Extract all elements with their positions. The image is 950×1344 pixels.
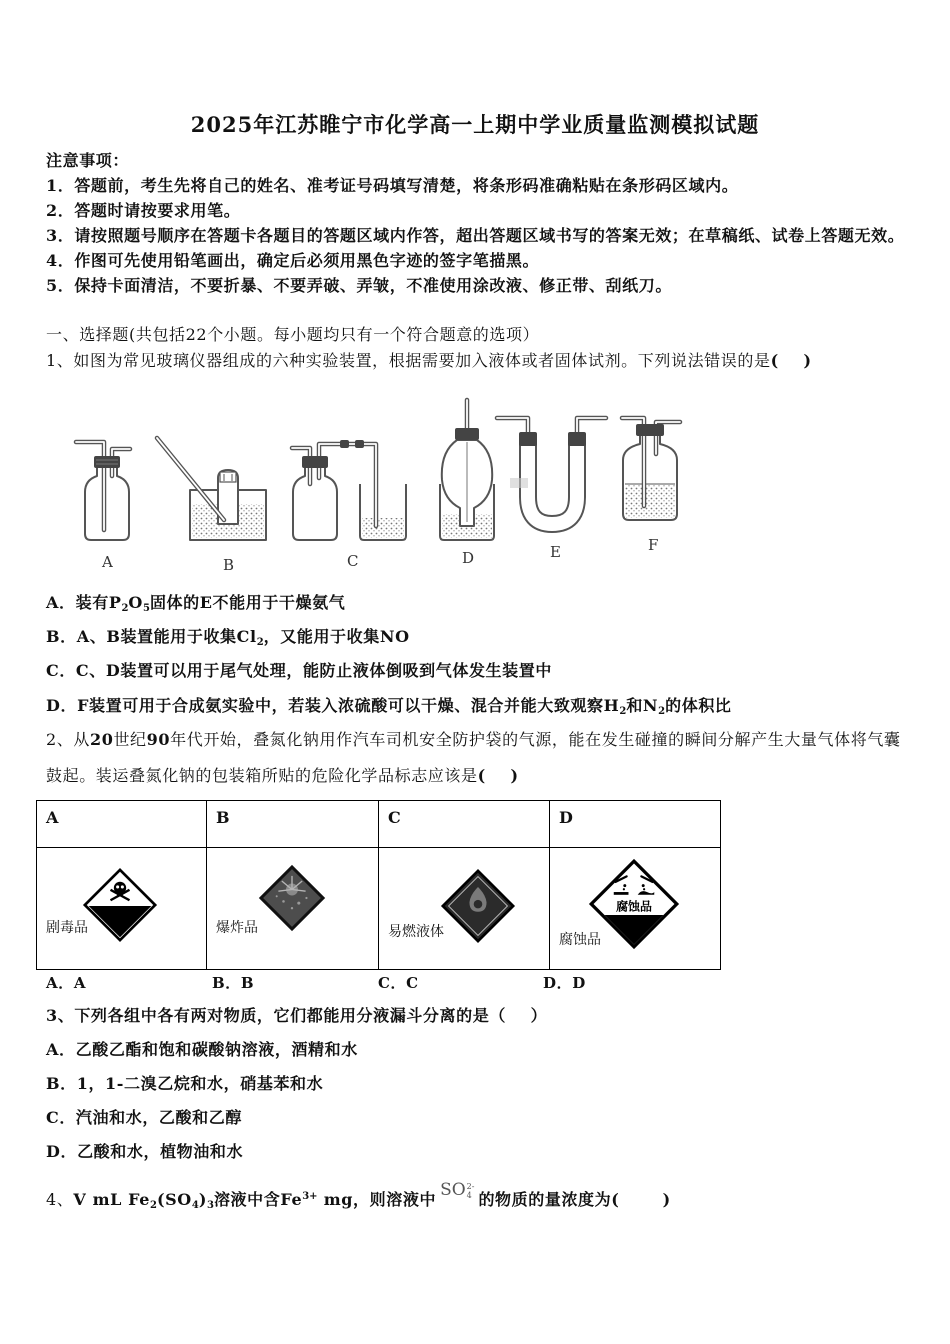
text-run: D．F装置可用于合成氨实验中，若装入浓硫酸可以干燥、混合并能大致观察H [46,696,620,715]
notice-item-4: 4．作图可先使用铅笔画出，确定后必须用黑色字迹的签字笔描黑。 [46,251,540,270]
q2-choice-a: A．A [46,974,87,992]
sign-label-explosive: 爆炸品 [216,920,258,936]
q2-choice-c: C．C [378,974,419,992]
text-run: 固体的E不能用于干燥氨气 [149,593,346,612]
subscript: 5 [142,603,150,614]
subscript: 4 [191,1200,199,1211]
header-letter: B [216,808,230,827]
corrosive-sign-text: 腐蚀品 [616,899,652,914]
notice-item-3: 3．请按照题号顺序在答题卡各题目的答题区域内作答，超出答题区域书写的答案无效；在草稿纸、试卷上答题无效。 [46,226,905,245]
figure-label-f: F [648,536,659,554]
explosive-hazard-icon [258,864,326,932]
subscript: 2 [658,706,666,717]
lab-apparatus-figure [60,392,700,584]
table-cell-flammable [378,847,550,970]
sign-label-toxic: 剧毒品 [46,920,88,936]
text-run: 溶液中含Fe [213,1190,303,1209]
text-run: (SO [156,1190,192,1209]
text-run: 和N [626,696,659,715]
text-run: 90 [146,730,171,749]
corrosive-hazard-icon [588,858,680,950]
text-run: 4、 [46,1190,74,1209]
sign-label-corrosive: 腐蚀品 [559,932,601,948]
apparatus-d [440,400,494,567]
text-run: V mL Fe [73,1190,150,1209]
hazard-sign-table [36,800,721,970]
text-run: 的物质的量浓度为( ) [478,1190,671,1209]
q1-option-b [46,627,410,647]
figure-label-a: A [102,553,113,571]
subscript: 2 [619,706,627,717]
q1-option-d [46,696,732,716]
q3-option-b: B．1，1-二溴乙烷和水，硝基苯和水 [46,1074,324,1093]
q2-stem-line-2 [46,766,519,786]
q3-stem: 3、下列各组中各有两对物质，它们都能用分液漏斗分离的是（ ） [46,1006,548,1025]
q1-stem [46,351,812,371]
q2-choice-d: D．D [543,974,586,992]
text-run: A．装有P [46,593,122,612]
text-run: 鼓起。装运叠氮化钠的包装箱所贴的危险化学品标志应该是 [46,766,478,785]
q1-option-a [46,593,345,613]
ion-base: SO [440,1180,466,1200]
q1-answer-blank: ( ) [770,351,812,370]
header-letter: D [559,808,573,827]
sign-label-flammable: 易燃液体 [388,924,444,940]
header-letter: A [46,808,59,827]
text-run: B．A、B装置能用于收集Cl [46,627,257,646]
table-cell-explosive [206,847,379,970]
q2-choice-b: B．B [212,974,255,992]
superscript: 3+ [302,1191,318,1202]
ion-charge-stack [467,1182,475,1200]
notice-item-1: 1．答题前，考生先将自己的姓名、准考证号码填写清楚，将条形码准确粘贴在条形码区域内。 [46,176,739,195]
q1-option-c: C．C、D装置可以用于尾气处理，能防止液体倒吸到气体发生装置中 [46,661,552,680]
section-heading: 一、选择题(共包括22个小题。每小题均只有一个符合题意的选项） [46,325,540,344]
text-run: 20 [89,730,114,749]
text-run: 年代开始，叠氮化钠用作汽车司机安全防护袋的气源，能在发生碰撞的瞬间分解产生大量气体将气囊 [170,730,901,749]
figure-label-d: D [462,549,475,567]
header-letter: C [388,808,401,827]
q3-option-a: A．乙酸乙酯和饱和碳酸钠溶液，酒精和水 [46,1040,358,1059]
apparatus-a [76,442,130,571]
text-run: mg，则溶液中 [317,1190,437,1209]
subscript: 2 [256,637,264,648]
figure-label-e: E [550,543,561,561]
subscript: 3 [206,1200,214,1211]
text-run: 的体积比 [665,696,732,715]
apparatus-e [497,418,606,561]
subscript: 2 [150,1200,157,1211]
text-run: O [128,593,143,612]
notice-item-5: 5．保持卡面清洁，不要折暴、不要弄破、弄皱，不准使用涂改液、修正带、刮纸刀。 [46,276,672,295]
flammable-liquid-hazard-icon [440,868,516,944]
q4-stem [46,1180,671,1211]
exam-title: 2025年江苏睢宁市化学高一上期中学业质量监测模拟试题 [190,112,760,137]
table-header-c [378,800,550,848]
text-run: ) [198,1190,207,1209]
apparatus-f [622,418,680,554]
figure-label-c: C [347,552,359,570]
sulfate-ion-formula [440,1180,474,1200]
table-header-b [206,800,379,848]
figure-label-b: B [223,556,235,574]
q1-stem-text: 1、如图为常见玻璃仪器组成的六种实验装置，根据需要加入液体或者固体试剂。下列说法错误的是 [46,351,771,370]
text-run: 2、从 [46,730,90,749]
table-header-a [36,800,207,848]
subscript: 2 [121,603,129,614]
table-cell-corrosive [549,847,721,970]
table-cell-toxic [36,847,207,970]
ion-subscript: 4 [466,1190,472,1200]
q2-answer-blank: ( ) [477,766,519,785]
apparatus-b [157,438,266,574]
q3-option-d: D．乙酸和水，植物油和水 [46,1142,244,1161]
text-run: 世纪 [113,730,147,749]
notice-item-2: 2．答题时请按要求用笔。 [46,201,241,220]
apparatus-c [292,440,406,570]
notice-heading: 注意事项： [46,151,130,170]
table-header-d [549,800,721,848]
toxic-hazard-icon [82,867,158,943]
q3-option-c: C．汽油和水，乙酸和乙醇 [46,1108,242,1127]
text-run: ，又能用于收集NO [263,627,410,646]
ion-charge: 2- [466,1181,475,1191]
q2-stem-line-1 [46,730,901,750]
